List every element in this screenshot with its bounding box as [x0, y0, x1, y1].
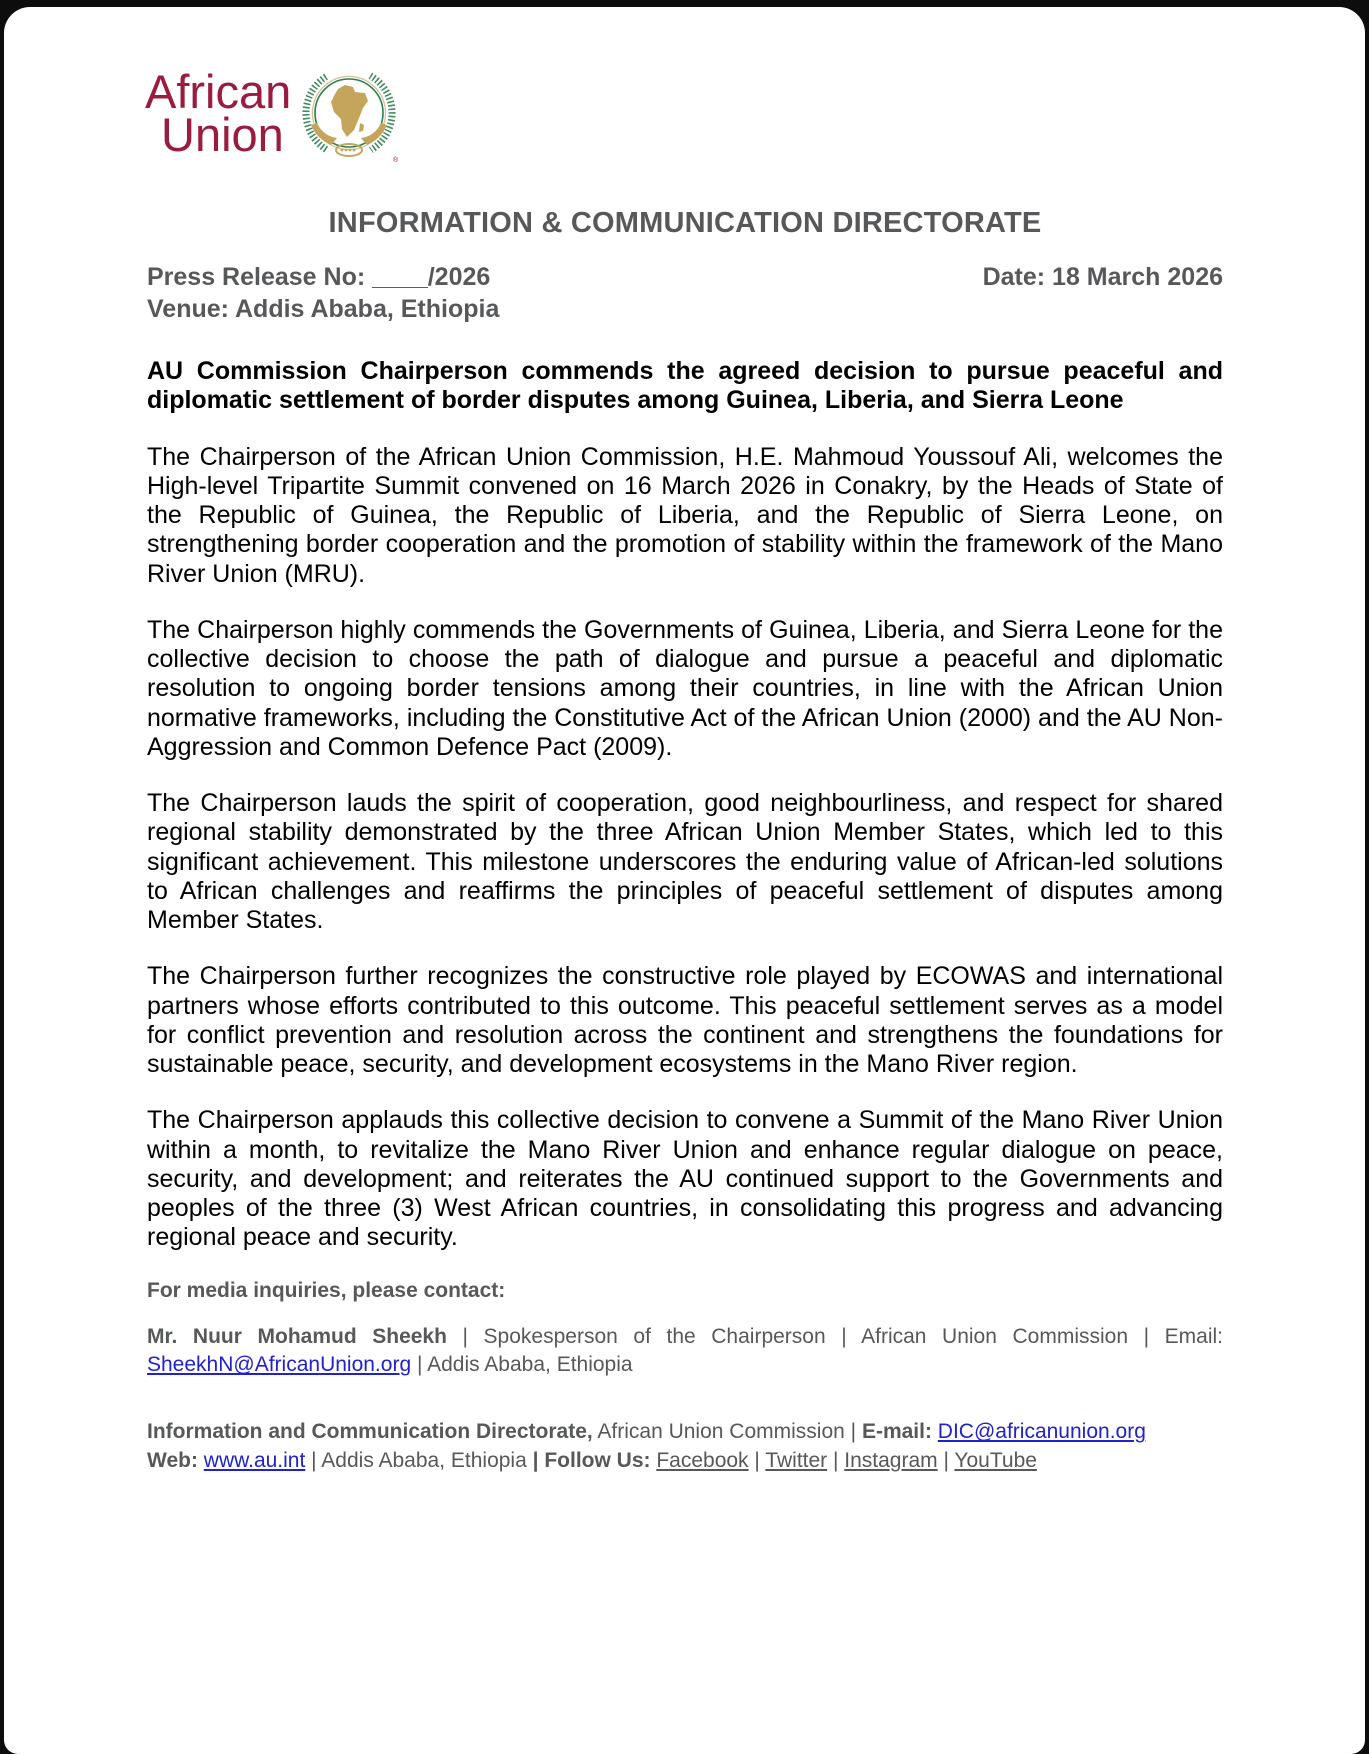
spokesperson-email-link[interactable]: SheekhN@AfricanUnion.org	[147, 1353, 412, 1377]
logo-word-union: Union	[161, 108, 284, 161]
press-release-venue: Venue: Addis Ababa, Ethiopia	[147, 294, 500, 323]
press-release-date: Date: 18 March 2026	[982, 263, 1223, 291]
footer-email-label: E-mail:	[861, 1420, 938, 1444]
directorate-title: INFORMATION & COMMUNICATION DIRECTORATE	[328, 207, 1042, 239]
african-union-logo-text	[145, 64, 292, 161]
spokesperson-location: | Addis Ababa, Ethiopia	[411, 1353, 633, 1377]
footer-follow-label: | Follow Us:	[532, 1449, 657, 1473]
footer-commission: African Union Commission |	[592, 1420, 862, 1444]
footer-separator: |	[827, 1449, 845, 1473]
footer-web-link[interactable]: www.au.int	[203, 1449, 306, 1473]
media-inquiries-heading: For media inquiries, please contact:	[147, 1278, 506, 1302]
body-paragraph: The Chairperson applauds this collective decision to convene a Summit of the Mano River Union within a month, to revitalize the Mano River Union and enhance regular dialogue on peace, security, and development; and reiterates the AU continued support to the Governments and peoples of the three (3) West African countries, in consolidating this progress and advancing regional peace and security.	[147, 1106, 1223, 1252]
logo-word-african: African	[145, 64, 292, 118]
african-union-emblem-icon	[297, 63, 401, 167]
facebook-link[interactable]: Facebook	[656, 1449, 749, 1473]
spokesperson-role: | Spokesperson of the Chairperson | African Union Commission | Email:	[446, 1324, 1223, 1348]
footer-separator: |	[748, 1449, 766, 1473]
footer-address: | Addis Ababa, Ethiopia	[305, 1449, 533, 1473]
body-paragraph: The Chairperson further recognizes the constructive role played by ECOWAS and international partners whose efforts contributed to this outcome. This peaceful settlement serves as a model for conflict prevention and resolution across the continent and strengthens the foundations for sustainable peace, security, and development ecosystems in the Mano River region.	[147, 962, 1223, 1078]
press-release-meta	[147, 262, 1223, 325]
spokesperson-name: Mr. Nuur Mohamud Sheekh	[147, 1324, 447, 1348]
footer-separator: |	[937, 1449, 955, 1473]
headline: AU Commission Chairperson commends the agreed decision to pursue peaceful and diplomatic settlement of border disputes among Guinea, Liberia, and Sierra Leone	[147, 357, 1223, 415]
body-paragraph: The Chairperson highly commends the Governments of Guinea, Liberia, and Sierra Leone for the collective decision to choose the path of dialogue and pursue a peaceful and diplomatic resolution to ongoing border tensions among their countries, in line with the African Union normative frameworks, including the Constitutive Act of the African Union (2000) and the AU Non-Aggression and Common Defence Pact (2009).	[147, 615, 1223, 761]
footer	[147, 1418, 1223, 1476]
youtube-link[interactable]: YouTube	[954, 1449, 1037, 1473]
instagram-link[interactable]: Instagram	[844, 1449, 938, 1473]
footer-web-label: Web:	[147, 1449, 204, 1473]
body-paragraph: The Chairperson lauds the spirit of cooperation, good neighbourliness, and respect for shared regional stability demonstrated by the three African Union Member States, which led to this significant achievement. This milestone underscores the enduring value of African-led solutions to African challenges and reaffirms the principles of peaceful settlement of disputes among Member States.	[147, 789, 1223, 934]
spokesperson-contact	[147, 1323, 1223, 1381]
body-paragraph: The Chairperson of the African Union Commission, H.E. Mahmoud Youssouf Ali, welcomes the High-level Tripartite Summit convened on 16 March 2026 in Conakry, by the Heads of State of the Republic of Guinea, the Republic of Liberia, and the Republic of Sierra Leone, on strengthening border cooperation and the promotion of stability within the framework of the Mano River Union (MRU).	[147, 442, 1223, 588]
press-release-page	[4, 7, 1365, 1754]
press-release-number: Press Release No: ____/2026	[147, 263, 491, 291]
registered-trademark-glyph: ®	[393, 157, 399, 164]
footer-directorate: Information and Communication Directorate,	[147, 1420, 593, 1444]
twitter-link[interactable]: Twitter	[765, 1449, 828, 1473]
african-union-logo	[145, 59, 1223, 167]
footer-email-link[interactable]: DIC@africanunion.org	[937, 1420, 1146, 1444]
